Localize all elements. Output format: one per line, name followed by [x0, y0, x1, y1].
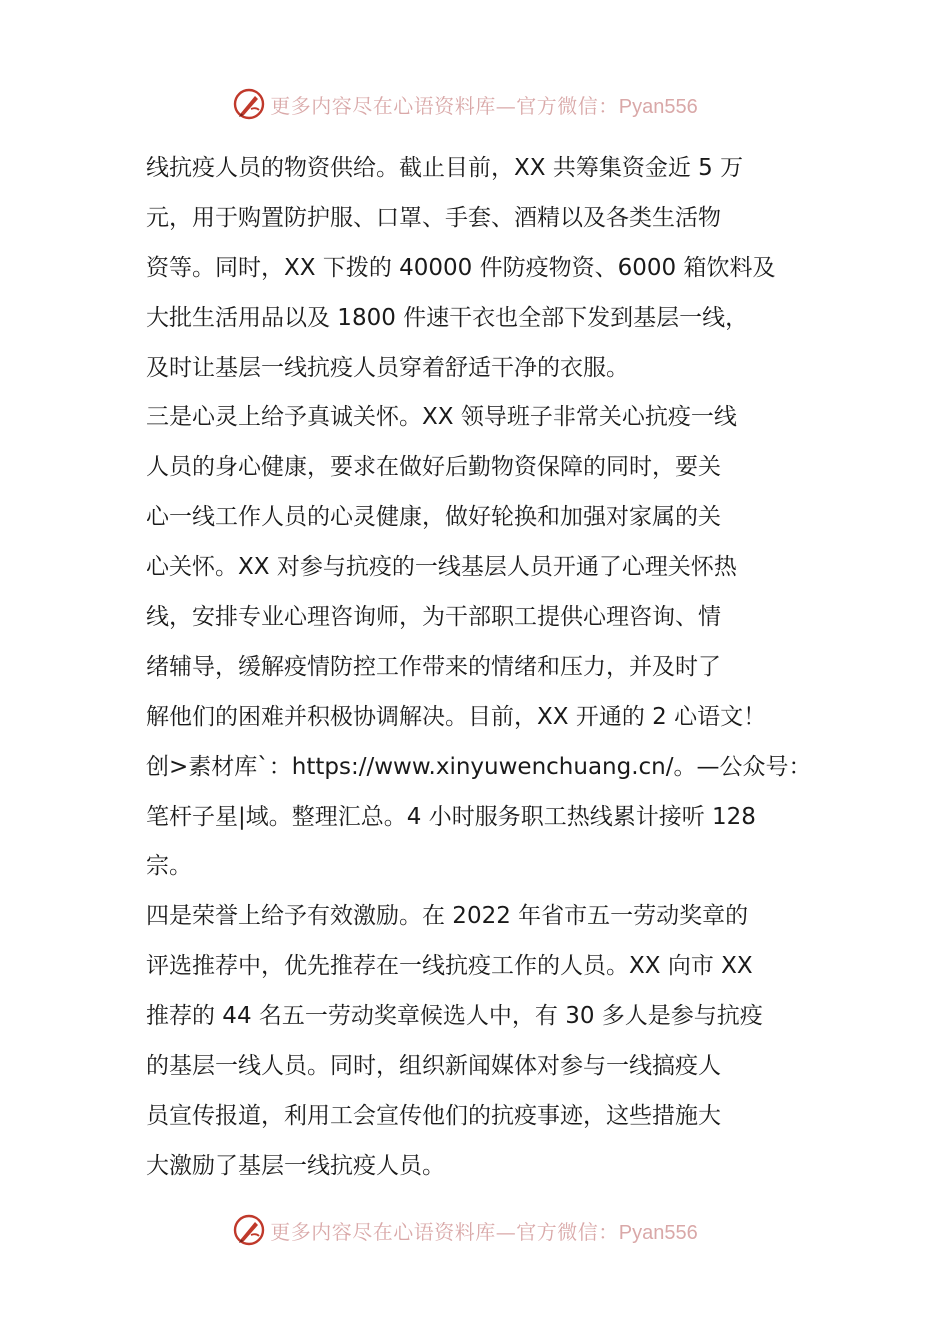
header-banner-inner — [232, 87, 697, 121]
pen-logo-icon — [232, 1213, 266, 1247]
body-text-line: 创>素材库`：https://www.xinyuwenchuang.cn/。—公众号： — [146, 753, 812, 780]
footer-banner — [0, 1210, 950, 1250]
body-text-line: 三是心灵上给予真诚关怀。XX 领导班子非常关心抗疫一线 — [146, 404, 737, 431]
document-body — [146, 144, 818, 1192]
footer-banner-text: 更多内容尽在心语资料库—官方微信：Pyan556 — [270, 1219, 698, 1244]
body-text-line: 推荐的 44 名五一劳动奖章候选人中，有 30 多人是参与抗疫 — [146, 1003, 763, 1030]
body-text-line: 解他们的困难并积极协调解决。目前，XX 开通的 2 心语文！ — [146, 703, 767, 730]
body-text-line: 及时让基层一线抗疫人员穿着舒适干净的衣服。 — [146, 354, 629, 381]
body-text-line: 资等。同时，XX 下拨的 40000 件防疫物资、6000 箱饮料及 — [146, 254, 776, 281]
body-text-line: 员宣传报道，利用工会宣传他们的抗疫事迹，这些措施大 — [146, 1102, 721, 1129]
body-text-line: 人员的身心健康，要求在做好后勤物资保障的同时，要关 — [146, 454, 721, 481]
body-text-line: 的基层一线人员。同时，组织新闻媒体对参与一线搞疫人 — [146, 1053, 721, 1080]
body-text-line: 绪辅导，缓解疫情防控工作带来的情绪和压力，并及时了 — [146, 653, 721, 680]
header-banner — [0, 84, 950, 124]
body-text-line: 线，安排专业心理咨询师，为干部职工提供心理咨询、情 — [146, 604, 721, 631]
header-banner-text: 更多内容尽在心语资料库—官方微信：Pyan556 — [270, 93, 698, 118]
body-text-line: 四是荣誉上给予有效激励。在 2022 年省市五一劳动奖章的 — [146, 903, 749, 930]
body-text-line: 线抗疫人员的物资供给。截止目前，XX 共筹集资金近 5 万 — [146, 155, 744, 181]
body-text-line: 元，用于购置防护服、口罩、手套、酒精以及各类生活物 — [146, 204, 721, 231]
body-text-line: 大批生活用品以及 1800 件速干衣也全部下发到基层一线， — [146, 304, 749, 331]
body-text-line: 评选推荐中，优先推荐在一线抗疫工作的人员。XX 向市 XX — [146, 953, 753, 980]
body-text-line: 心关怀。XX 对参与抗疫的一线基层人员开通了心理关怀热 — [146, 554, 737, 581]
body-text-line: 大激励了基层一线抗疫人员。 — [146, 1152, 445, 1179]
header-wechat-id: Pyan556 — [618, 95, 698, 118]
body-text-line: 笔杆子星|域。整理汇总。4 小时服务职工热线累计接听 128 — [146, 803, 756, 830]
body-text-line: 心一线工作人员的心灵健康，做好轮换和加强对家属的关 — [146, 504, 721, 531]
body-text-line: 宗。 — [146, 853, 192, 880]
footer-wechat-id: Pyan556 — [618, 1221, 698, 1244]
footer-banner-inner — [232, 1213, 697, 1247]
pen-logo-icon — [232, 87, 266, 121]
